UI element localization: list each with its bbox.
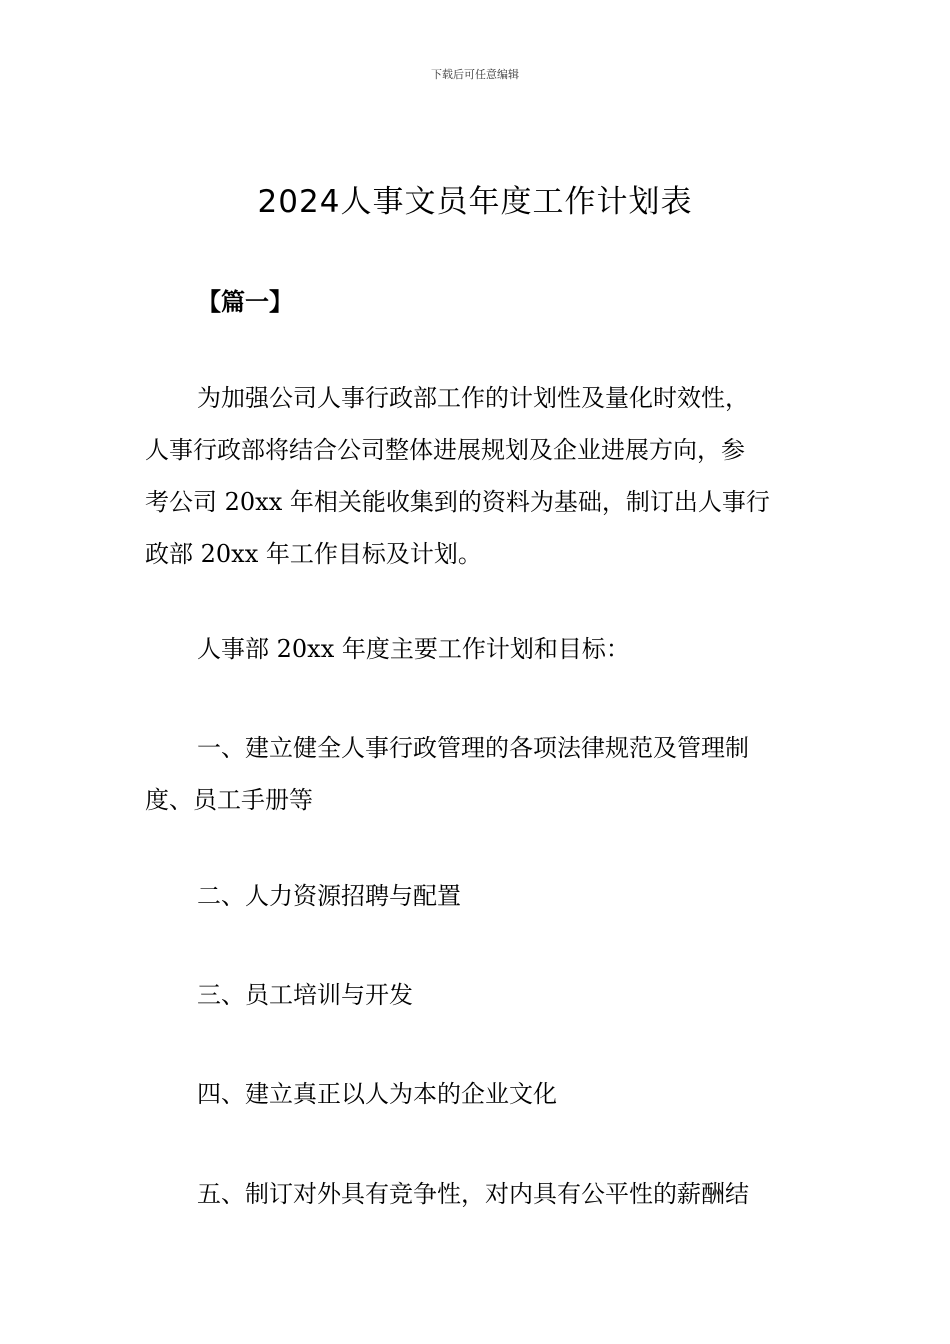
list-item-line: 五、制订对外具有竞争性，对内具有公平性的薪酬结 bbox=[197, 1180, 749, 1208]
list-item bbox=[145, 870, 813, 922]
intro-paragraph bbox=[145, 372, 813, 580]
list-item bbox=[145, 969, 813, 1021]
intro-line: 政部 20xx 年工作目标及计划。 bbox=[145, 540, 482, 568]
section-label: 【篇一】 bbox=[197, 288, 293, 316]
list-item bbox=[145, 1168, 813, 1220]
header-note: 下载后可任意编辑 bbox=[431, 68, 519, 81]
intro-line: 人事行政部将结合公司整体进展规划及企业进展方向，参 bbox=[145, 436, 745, 464]
list-item-line: 一、建立健全人事行政管理的各项法律规范及管理制 bbox=[197, 734, 749, 762]
list-item-line: 四、建立真正以人为本的企业文化 bbox=[197, 1080, 557, 1108]
list-item bbox=[145, 722, 813, 826]
intro-line: 考公司 20xx 年相关能收集到的资料为基础，制订出人事行 bbox=[145, 488, 770, 516]
plan-heading-line: 人事部 20xx 年度主要工作计划和目标： bbox=[197, 635, 630, 663]
list-item bbox=[145, 1068, 813, 1120]
intro-line: 为加强公司人事行政部工作的计划性及量化时效性， bbox=[197, 384, 749, 412]
list-item-line: 三、员工培训与开发 bbox=[197, 981, 413, 1009]
list-item-line: 二、人力资源招聘与配置 bbox=[197, 882, 461, 910]
list-item-line: 度、员工手册等 bbox=[145, 786, 313, 814]
plan-heading bbox=[145, 623, 813, 675]
document-title: 2024人事文员年度工作计划表 bbox=[257, 184, 693, 220]
